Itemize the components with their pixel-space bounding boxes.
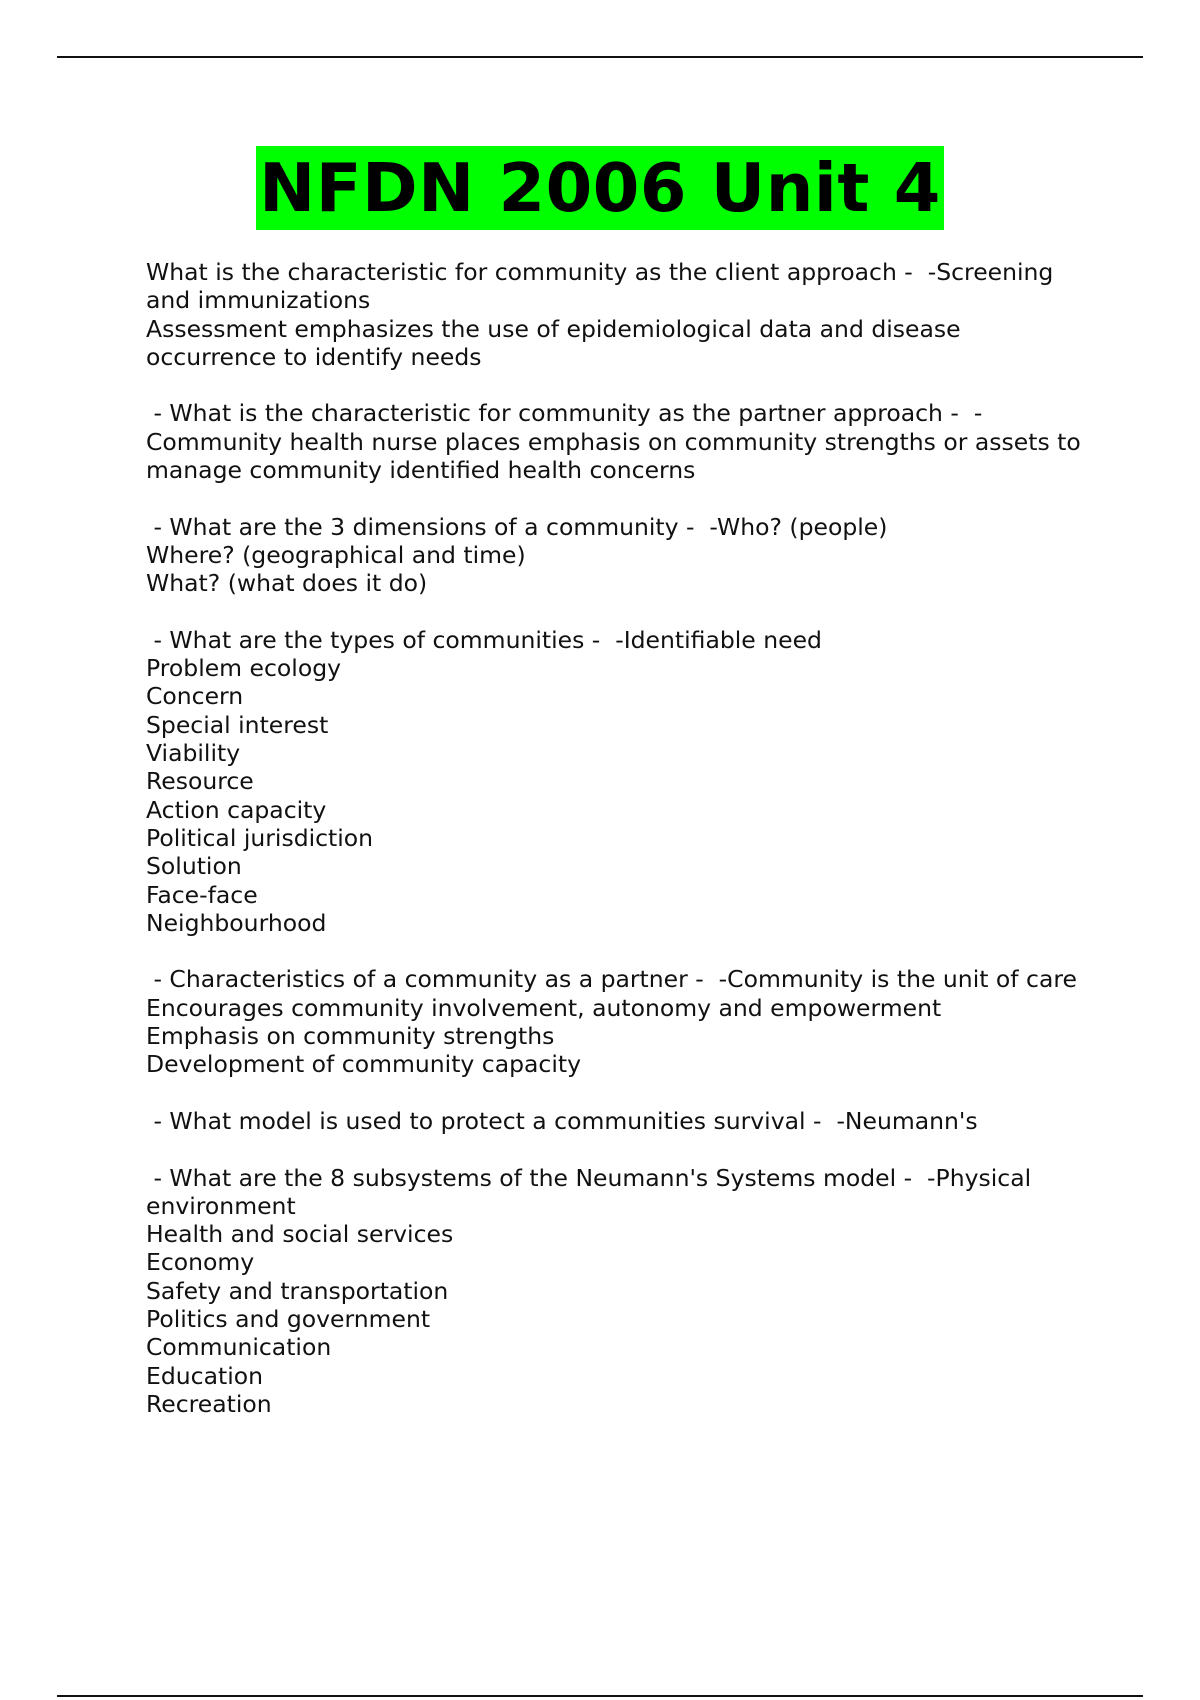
- top-rule: [57, 56, 1143, 58]
- question-text: - What are the 8 subsystems of the Neumann's Systems model - -: [146, 1163, 936, 1192]
- answer-text: Who? (people) Where? (geographical and time) What? (what does it do): [146, 512, 888, 598]
- document-title: NFDN 2006 Unit 4: [256, 146, 944, 230]
- answer-text: Neumann's: [844, 1106, 978, 1135]
- qa-entry: [146, 1107, 1086, 1135]
- answer-text: Community health nurse places emphasis on community strengths or assets to manage community identified health concerns: [146, 427, 1089, 485]
- document-body: [146, 258, 1089, 1446]
- answer-text: Physical environment Health and social services Economy Safety and transportation Politics and government Communication Education Recreation: [146, 1163, 1032, 1418]
- bottom-rule: [57, 1695, 1143, 1697]
- qa-entry: [146, 1164, 1086, 1419]
- question-text: What is the characteristic for community as the client approach - -: [146, 258, 937, 286]
- answer-text: Identifiable need Problem ecology Concern Special interest Viability Resource Action capacity Political jurisdiction Solution Face-face Neighbourhood: [146, 625, 822, 937]
- question-text: - What is the characteristic for community as the partner approach - -: [146, 399, 983, 428]
- qa-entry: [146, 965, 1086, 1078]
- qa-entry: [146, 399, 1089, 485]
- answer-text: Screening and immunizations Assessment emphasizes the use of epidemiological data and disease occurrence to identify needs: [146, 258, 1054, 371]
- answer-text: Community is the unit of care Encourages community involvement, autonomy and empowerment Emphasis on community strengths Development of community capacity: [146, 965, 1077, 1079]
- qa-entry: [146, 626, 1086, 937]
- question-text: - What are the types of communities - -: [146, 625, 624, 654]
- question-text: - What are the 3 dimensions of a community - -: [146, 512, 717, 541]
- question-text: - What model is used to protect a communities survival - -: [146, 1106, 845, 1135]
- qa-entry: [146, 513, 1086, 598]
- question-text: - Characteristics of a community as a partner - -: [146, 965, 728, 994]
- title-container: [0, 146, 1200, 230]
- qa-entry: [146, 258, 1086, 371]
